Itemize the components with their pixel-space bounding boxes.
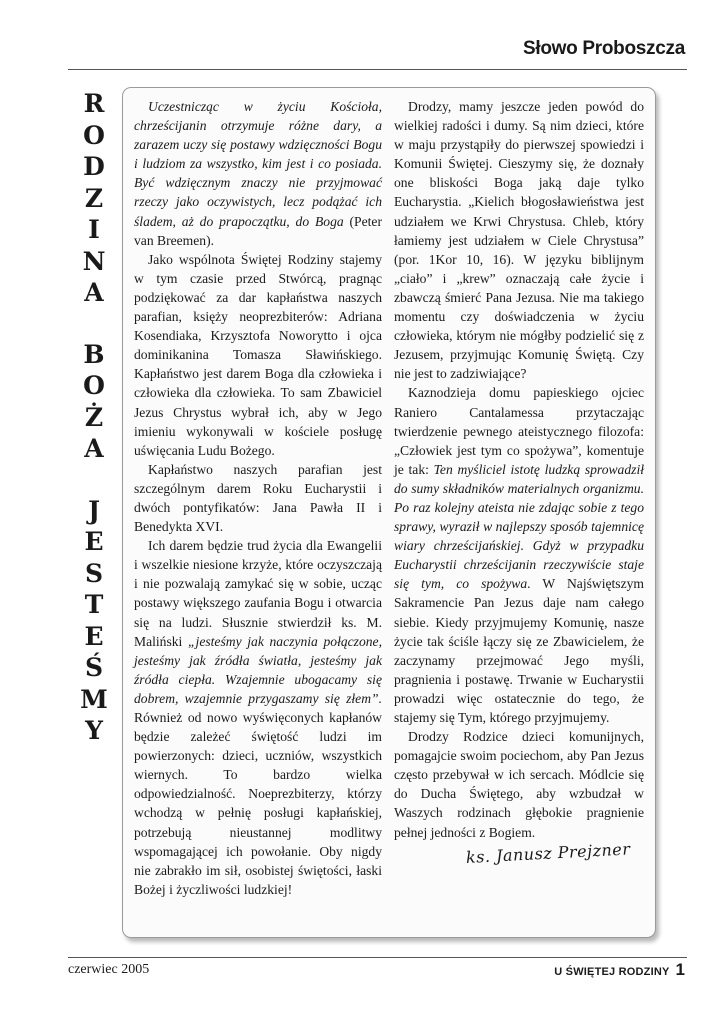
article-left-column bbox=[134, 97, 382, 899]
title-letter: N bbox=[82, 246, 106, 276]
title-letter: Ż bbox=[84, 402, 104, 432]
signature: ks. Janusz Prejzner bbox=[465, 839, 631, 867]
title-letter: B bbox=[83, 339, 105, 369]
publication-name: U ŚWIĘTEJ RODZINY bbox=[554, 966, 670, 978]
title-letter: R bbox=[83, 89, 105, 118]
page-number: 1 bbox=[675, 960, 685, 979]
paragraph: Jako wspólnota Świętej Rodziny stajemy w tym czasie przed Stwórcą, pragnąc podziękować za dar kapłaństwa naszych parafian, księży neoprezbiterów: Adriana Kosendiaka, Krzysztofa Noworytto i ojca dominikanina Tomasza Sławińskiego. Kapłaństwo jest darem Boga dla człowieka i człowieka dla człowieka. To sam Zbawiciel Jezus Chrystus wybrał ich, aby w Jego imieniu wykonywali w kościele posługę uświęcania Ludu Bożego. bbox=[134, 251, 382, 458]
footer-divider bbox=[68, 957, 687, 958]
header-divider bbox=[68, 69, 687, 70]
issue-date: czerwiec 2005 bbox=[68, 962, 150, 977]
paragraph: Drodzy Rodzice dzieci komunijnych, pomagajcie swoim pociechom, aby Pan Jezus często przebywał w ich sercach. Módlcie się do Ducha Świętego, aby wzbudzał w Waszych rodzinach głębokie pragnienie pełnej jedności z Bogiem. bbox=[394, 729, 644, 840]
quote-author: (Peter van Breemen). bbox=[134, 213, 382, 248]
paragraph: Drodzy, mamy jeszcze jeden powód do wielkiej radości i dumy. Są nim dzieci, które w maju przystąpiły do pierwszej spowiedzi i Komunii Świętej. Cieszymy się, że doznały one bliskości Boga jaką daje tylko Eucharystia. „Kielich błogosławieństwa jest udziałem we Krwi Chrystusa. Chleb, który łamiemy jest udziałem w Ciele Chrystusa” (por. 1Kor 10, 16). W języku biblijnym „ciało” i „krew” oznaczają całe życie i zbawczą śmierć Pana Jezusa. Nie ma takiego momentu czy doświadczenia w życiu człowieka, którym nie mógłby podzielić się z Jezusem, przyjmując Komunię Świętą. Czy nie jest to zadziwiające? bbox=[394, 99, 644, 382]
title-letter: T bbox=[84, 590, 104, 619]
intro-quote: Uczestnicząc w życiu Kościoła, chrześcijanin otrzymuje różne dary, a zarazem uczy się postawy wdzięczności Bogu i ludziom za wszystko, kim jest i co posiada. Być wdzięcznym znaczy nie przyjmować rzeczy jako oczywistych, lecz podążać ich śladem, aż do prapoczątku, do Boga (Peter van Breemen). bbox=[134, 99, 382, 248]
title-letter: I bbox=[88, 215, 100, 244]
title-letter: E bbox=[84, 621, 104, 651]
title-letter: O bbox=[83, 120, 105, 150]
paragraph: Kaznodzieja domu papieskiego ojciec Raniero Cantalamessa przytaczając twierdzenie pewnego ateistycznego filozofa: „Człowiek jest tym co spożywa”, komentuje je tak: Ten myśliciel istotę ludzką sprowadził do sumy składników materialnych organizmu. Po raz kolejny ateista nie zdając sobie z tego sprawy, wyraził w najlepszy sposób tajemnicę wiary chrześcijańskiej. Gdyż w przypadku Eucharystii chrześcijanin rzeczywiście staje się tym, co spożywa. W Najświętszym Sakramencie Pan Jezus daje nam całego siebie. Kiedy przyjmujemy Komunię, nasze życie tak ściśle łączy się ze Zbawicielem, że zaczynamy przejmować Jego myśli, pragnienia i postawę. Trwanie w Eucharystii prowadzi więc ostatecznie do tego, że stajemy się Tym, którego przyjmujemy. bbox=[394, 385, 644, 725]
title-letter: Y bbox=[85, 716, 103, 745]
title-letter: A bbox=[84, 278, 104, 307]
cantalamessa-quote: Ten myśliciel istotę ludzką sprowadził do sumy składników materialnych organizmu. Po raz kolejny ateista nie zdając sobie z tego sprawy, wyraził w najlepszy sposób tajemnicę wiary chrześcijańskiej. Gdyż w przypadku Eucharystii chrześcijanin rzeczywiście staje się tym, co spożywa bbox=[394, 461, 644, 592]
title-letter: Ś bbox=[84, 653, 104, 682]
section-title: Słowo Proboszcza bbox=[522, 38, 685, 59]
paragraph: Kapłaństwo naszych parafian jest szczególnym darem Roku Eucharystii i dwóch pontyfikatów: Jana Pawła II i Benedykta XVI. bbox=[134, 461, 382, 535]
vertical-title bbox=[74, 88, 114, 747]
title-letter: J bbox=[88, 495, 100, 525]
footer-publication bbox=[554, 960, 685, 980]
title-letter: S bbox=[84, 558, 104, 588]
paragraph: Ich darem będzie trud życia dla Ewangelii i wszelkie niesione krzyże, które oczyszczają i nie pozwalają zamykać się w sobie, ucząc postawy większego zaufania Bogu i otwarcia się na ludzi. Słusznie stwierdził ks. M. Maliński „jesteśmy jak naczynia połączone, jesteśmy jak źródła światła, jesteśmy jak źródła ciepła. Wzajemnie ubogacamy się dobrem, wzajemnie przygaszamy się złem”. Również od nowo wyświęconych kapłanów będzie zależeć świętość ludzi im powierzonych: dzieci, uczniów, wszystkich wiernych. To bardzo wielka odpowiedzialność. Noeprezbiterzy, którzy wchodzą w pełnię posługi kapłańskiej, potrzebują nieustannej modlitwy wspomagającej ich powołanie. Oby nigdy nie zabrakło im sił, osobistej świętości, łaski Bożej i życzliwości ludzkiej! bbox=[134, 538, 382, 897]
title-letter: M bbox=[80, 684, 108, 714]
article-right-column bbox=[394, 97, 644, 867]
title-letter: O bbox=[83, 371, 105, 400]
title-letter: A bbox=[84, 434, 104, 463]
malinski-quote: „jesteśmy jak naczynia połączone, jesteśmy jak źródła światła, jesteśmy jak źródła ciepła. Wzajemnie ubogacamy się dobrem, wzajemnie przygaszamy się złem”. bbox=[134, 633, 382, 706]
title-letter: Z bbox=[84, 183, 104, 213]
title-letter: D bbox=[83, 152, 105, 181]
title-letter: E bbox=[84, 527, 104, 556]
